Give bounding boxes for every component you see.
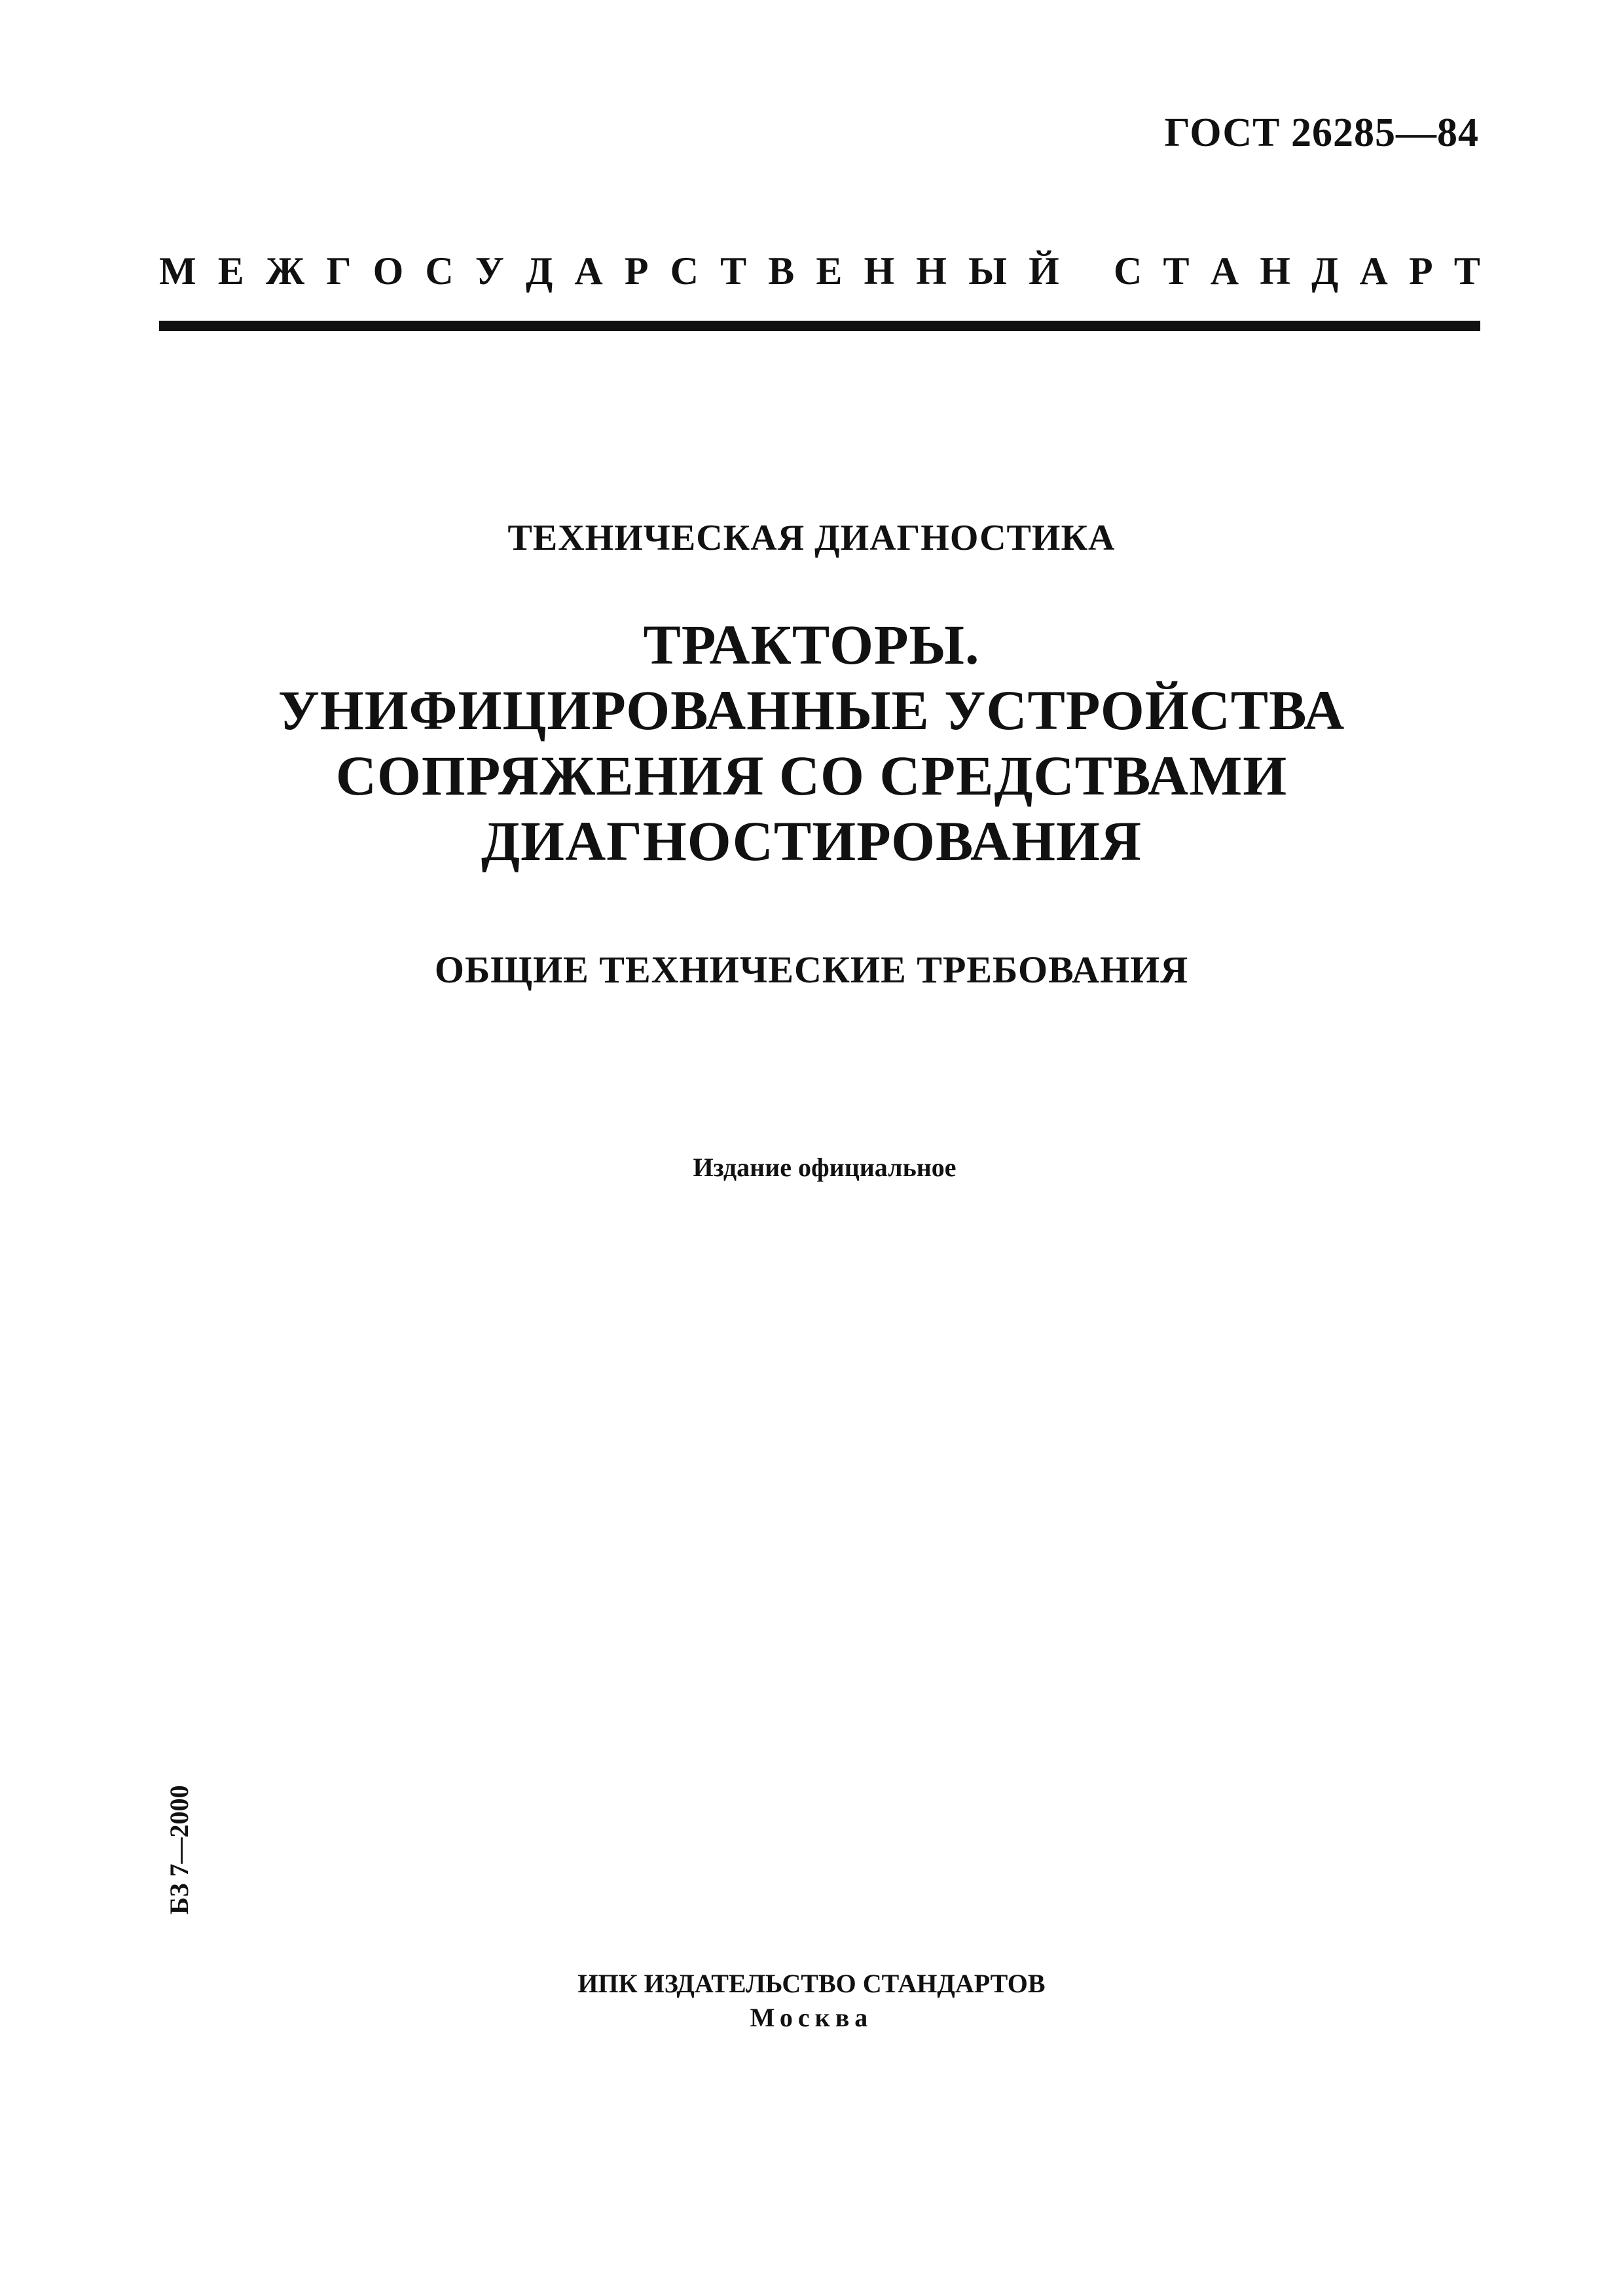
main-title-line: УНИФИЦИРОВАННЫЕ УСТРОЙСТВА bbox=[278, 679, 1345, 742]
banner-word-standard: С Т А Н Д А Р Т bbox=[1114, 249, 1480, 293]
main-title-line: СОПРЯЖЕНИЯ СО СРЕДСТВАМИ bbox=[335, 744, 1288, 807]
publisher-block bbox=[0, 1967, 1623, 2035]
edition-label: Издание официальное bbox=[693, 1153, 957, 1182]
interstate-standard-banner bbox=[159, 249, 1480, 294]
main-title-line: ТРАКТОРЫ. bbox=[643, 613, 980, 676]
header-rule bbox=[159, 321, 1480, 331]
publisher-city: Москва bbox=[750, 2003, 873, 2032]
main-title bbox=[0, 612, 1623, 874]
main-title-line: ДИАГНОСТИРОВАНИЯ bbox=[481, 810, 1142, 872]
series-title: ТЕХНИЧЕСКАЯ ДИАГНОСТИКА bbox=[507, 518, 1116, 558]
side-code: БЗ 7—2000 bbox=[164, 1785, 194, 1914]
publisher-name: ИПК ИЗДАТЕЛЬСТВО СТАНДАРТОВ bbox=[577, 1969, 1046, 1998]
gost-number: ГОСТ 26285—84 bbox=[1164, 111, 1479, 155]
subtitle: ОБЩИЕ ТЕХНИЧЕСКИЕ ТРЕБОВАНИЯ bbox=[434, 948, 1189, 991]
banner-word-interstate: М Е Ж Г О С У Д А Р С Т В Е Н Н Ы Й bbox=[159, 249, 1059, 293]
